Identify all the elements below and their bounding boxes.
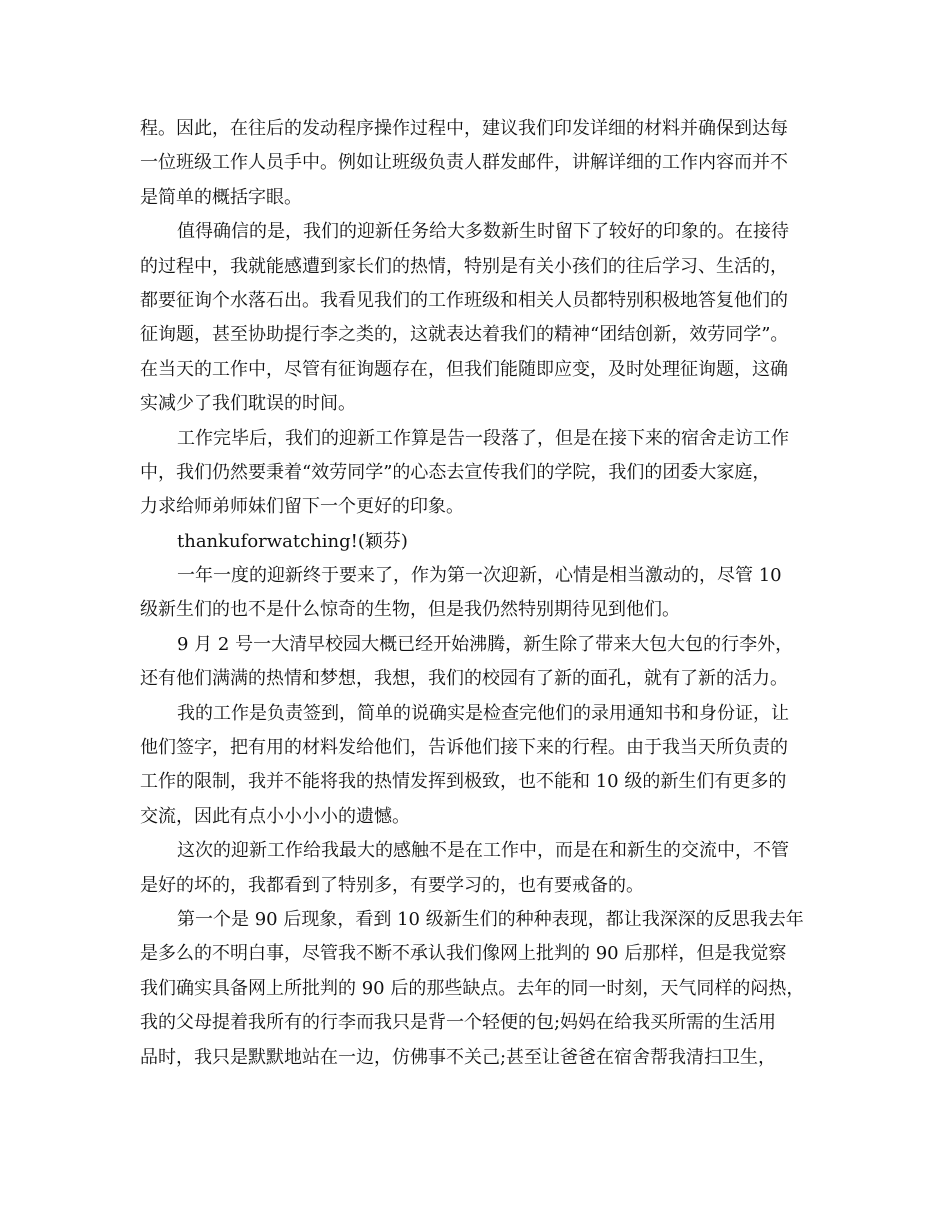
text-line: 实减少了我们耽误的时间。 [140, 393, 356, 415]
text-line: 工作的限制，我并不能将我的热情发挥到极致，也不能和 10 级的新生们有更多的 [140, 771, 787, 793]
text-line: 他们签字，把有用的材料发给他们，告诉他们接下来的行程。由于我当天所负责的 [140, 737, 788, 759]
text-line: 在当天的工作中，尽管有征询题存在，但我们能随即应变，及时处理征询题，这确 [140, 358, 788, 380]
text-line: 交流，因此有点小小小小的遗憾。 [140, 805, 410, 827]
text-line: 的过程中，我就能感遭到家长们的热情，特别是有关小孩们的往后学习、生活的， [140, 255, 788, 277]
text-line: 是好的坏的，我都看到了特别多，有要学习的，也有要戒备的。 [140, 874, 644, 896]
text-line: 是简单的概括字眼。 [140, 186, 302, 208]
text-line: 征询题，甚至协助提行李之类的，这就表达着我们的精神“团结创新，效劳同学”。 [140, 324, 789, 346]
text-line: 一位班级工作人员手中。例如让班级负责人群发邮件，讲解详细的工作内容而并不 [140, 152, 788, 174]
text-line: 我们确实具备网上所批判的 90 后的那些缺点。去年的同一时刻，天气同样的闷热， [140, 977, 805, 999]
text-line: 第一个是 90 后现象，看到 10 级新生们的种种表现，都让我深深的反思我去年 [177, 908, 804, 930]
text-line: 级新生们的也不是什么惊奇的生物，但是我仍然特别期待见到他们。 [140, 599, 680, 621]
text-line: 工作完毕后，我们的迎新工作算是告一段落了，但是在接下来的宿舍走访工作 [177, 427, 789, 449]
text-line: 值得确信的是，我们的迎新任务给大多数新生时留下了较好的印象的。在接待 [177, 221, 789, 243]
text-line: 程。因此，在往后的发动程序操作过程中，建议我们印发详细的材料并确保到达每 [140, 118, 788, 139]
text-line: 品时，我只是默默地站在一边，仿佛事不关己;甚至让爸爸在宿舍帮我清扫卫生， [140, 1046, 777, 1068]
text-line: 这次的迎新工作给我最大的感触不是在工作中，而是在和新生的交流中，不管 [177, 840, 789, 862]
text-line: 我的工作是负责签到，简单的说确实是检查完他们的录用通知书和身份证，让 [177, 702, 789, 724]
text-line: 力求给师弟师妹们留下一个更好的印象。 [140, 496, 464, 518]
text-line: 9 月 2 号一大清早校园大概已经开始沸腾，新生除了带来大包大包的行李外， [177, 633, 794, 655]
text-line: 中，我们仍然要秉着“效劳同学”的心态去宣传我们的学院，我们的团委大家庭， [140, 461, 771, 483]
text-line: 还有他们满满的热情和梦想，我想，我们的校园有了新的面孔，就有了新的活力。 [140, 668, 788, 690]
text-line: thankuforwatching!(颖芬) [177, 530, 408, 552]
text-line: 是多么的不明白事，尽管我不断不承认我们像网上批判的 90 后那样，但是我觉察 [140, 943, 787, 965]
text-line: 一年一度的迎新终于要来了，作为第一次迎新，心情是相当激动的，尽管 10 [177, 565, 782, 587]
text-line: 都要征询个水落石出。我看见我们的工作班级和相关人员都特别积极地答复他们的 [140, 289, 788, 311]
text-line: 我的父母提着我所有的行李而我只是背一个轻便的包;妈妈在给我买所需的生活用 [140, 1012, 777, 1034]
document-body [140, 112, 822, 1075]
